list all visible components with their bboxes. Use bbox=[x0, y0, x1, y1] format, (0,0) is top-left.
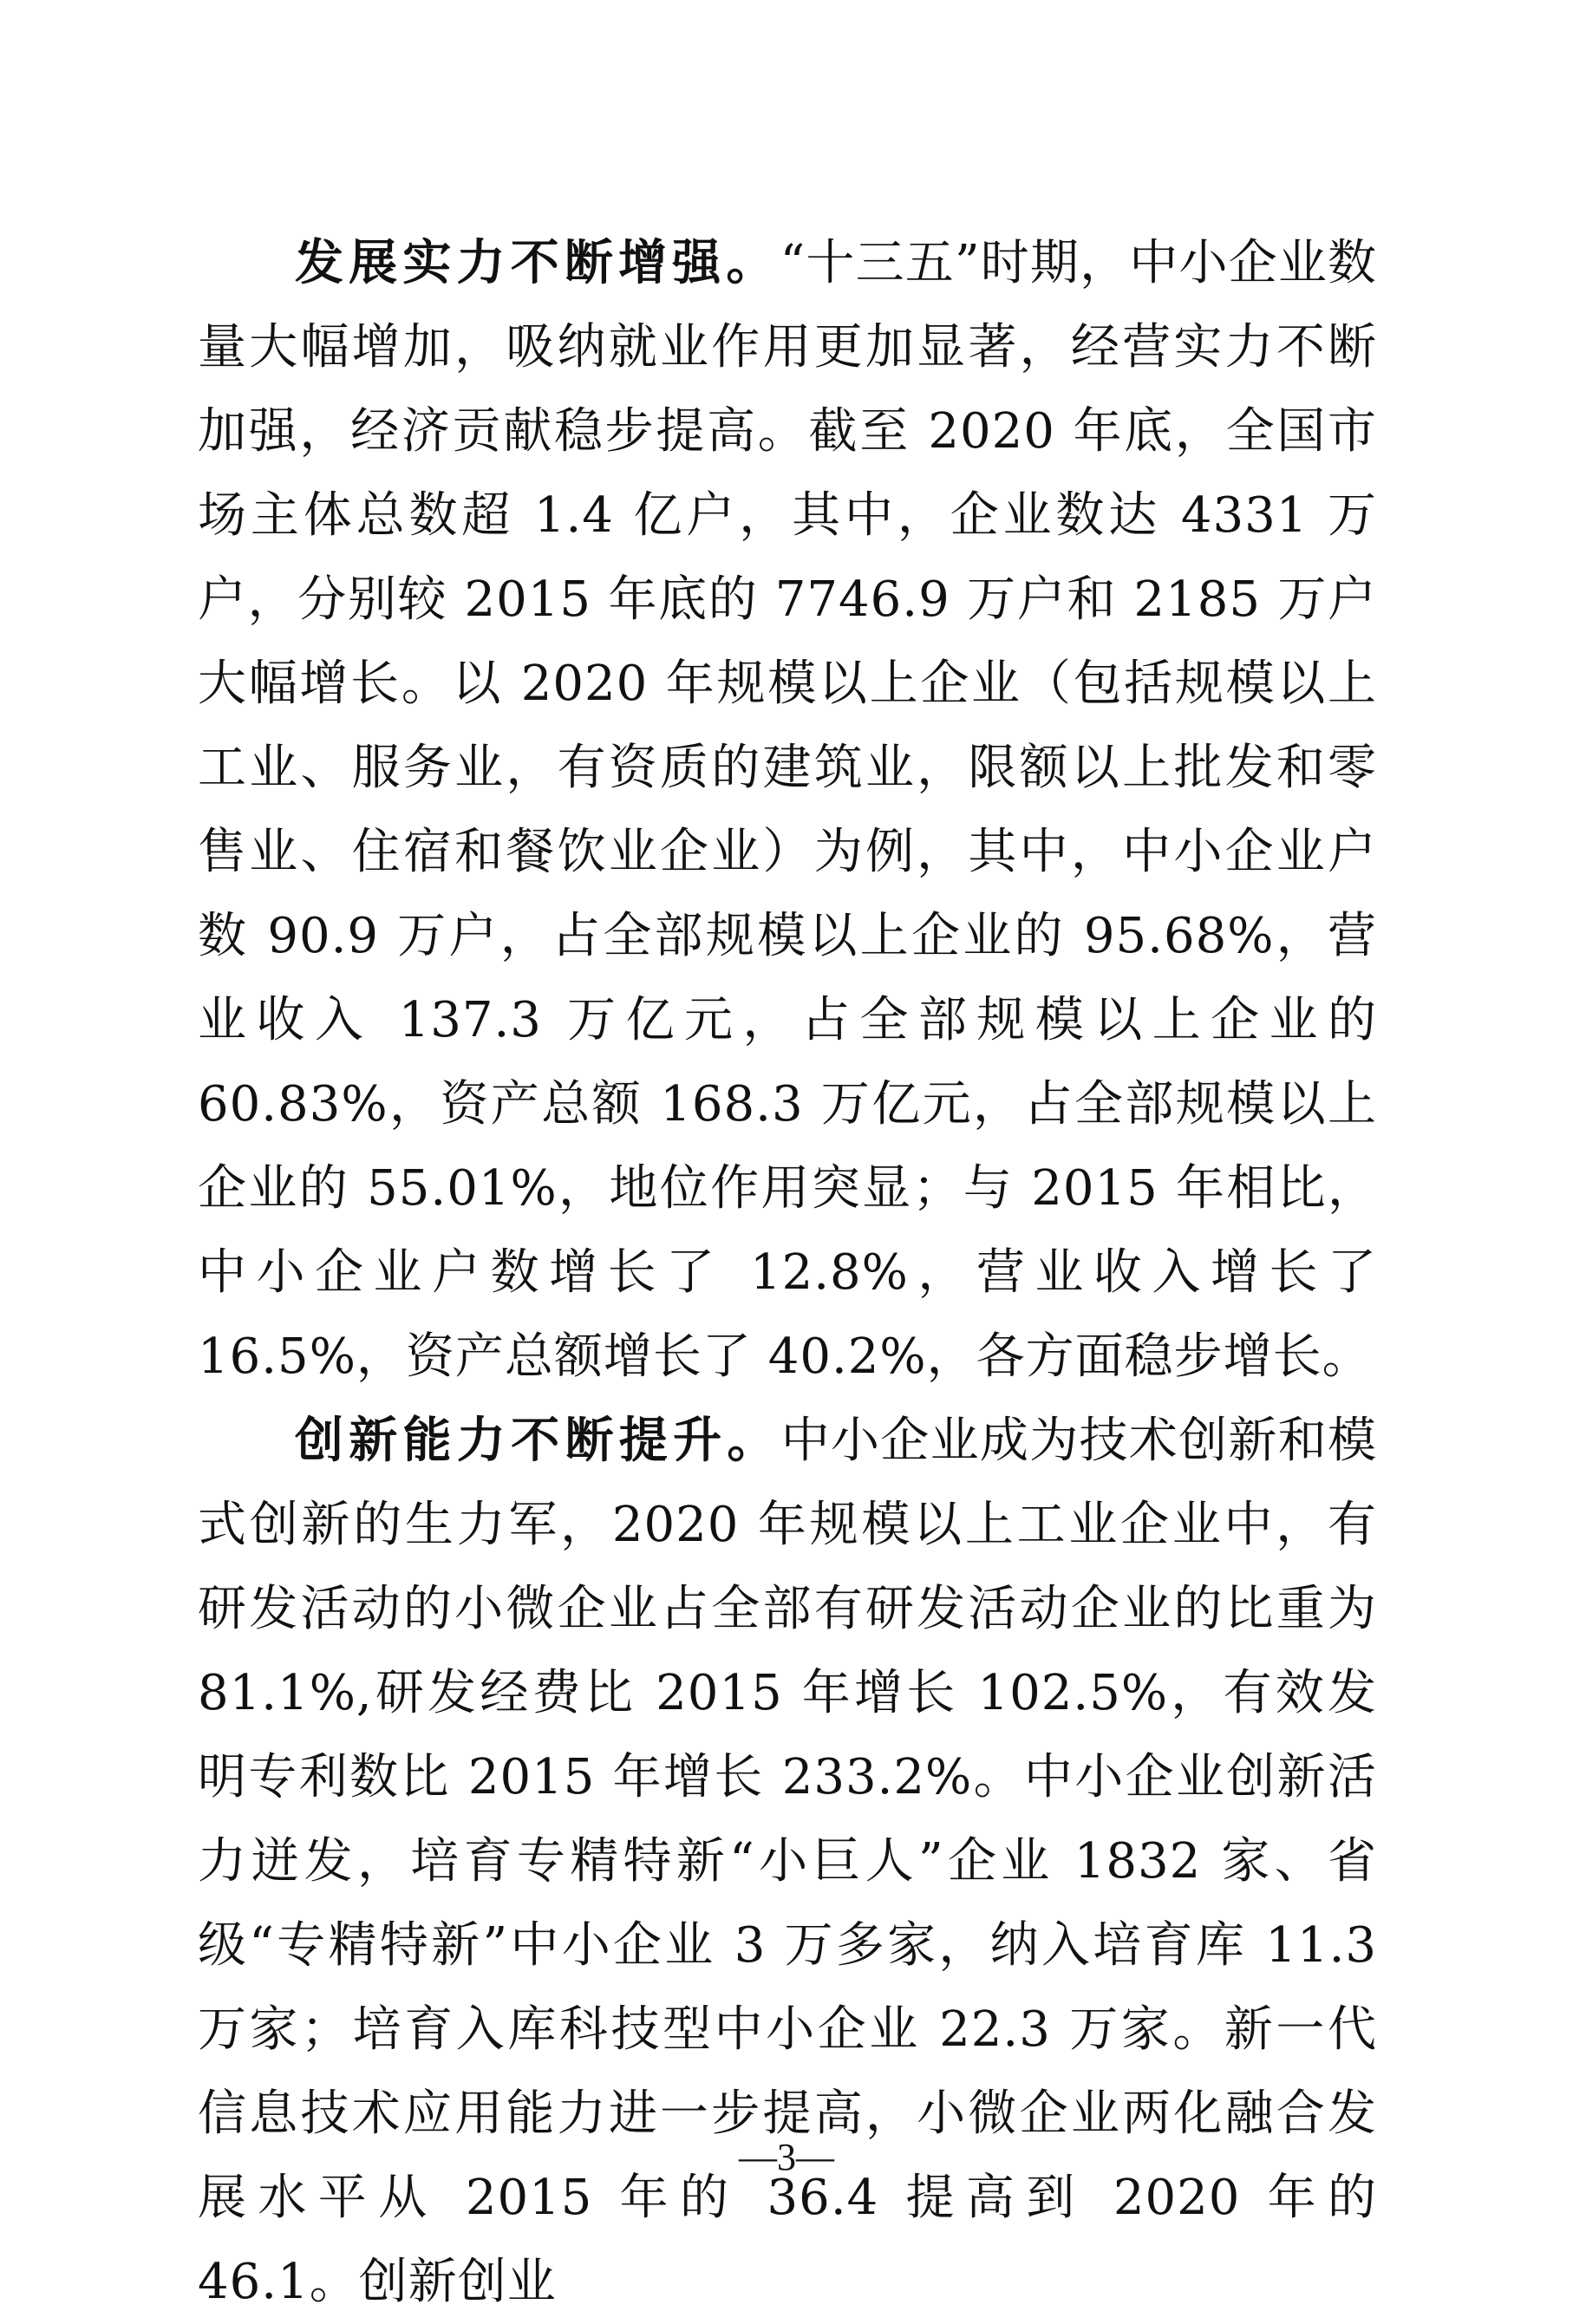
paragraph-body: “十三五”时期，中小企业数量大幅增加，吸纳就业作用更加显著，经营实力不断加强，经济贡献稳步提高。截至 2020 年底，全国市场主体总数超 1.4 亿户，其中，企业数达 4331 万户，分别较 2015 年底的 7746.9 万户和 2185 万户大幅增长。以 2020 年规模以上企业（包括规模以上工业、服务业，有资质的建筑业，限额以上批发和零售业、住宿和餐饮业企业）为例，其中，中小企业户数 90.9 万户，占全部规模以上企业的 95.68%，营业收入 137.3 万亿元，占全部规模以上企业的 60.83%，资产总额 168.3 万亿元，占全部规模以上企业的 55.01%，地位作用突显；与 2015 年相比，中小企业户数增长了 12.8%，营业收入增长了 16.5%，资产总额增长了 40.2%，各方面稳步增长。 bbox=[198, 235, 1378, 1385]
body-text bbox=[198, 221, 1377, 2324]
page-number: —3— bbox=[739, 2136, 834, 2178]
paragraph-heading: 发展实力不断增强。 bbox=[295, 235, 780, 291]
paragraph-body: 中小企业成为技术创新和模式创新的生力军，2020 年规模以上工业企业中，有研发活动的小微企业占全部有研发活动企业的比重为 81.1%,研发经费比 2015 年增长 102.5%，有效发明专利数比 2015 年增长 233.2%。中小企业创新活力迸发，培育专精特新“小巨人”企业 1832 家、省级“专精特新”中小企业 3 万多家，纳入培育库 11.3 万家；培育入库科技型中小企业 22.3 万家。新一代信息技术应用能力进一步提高，小微企业两化融合发展水平从 2015 年的 36.4 提高到 2020 年的 46.1。创新创业 bbox=[198, 1413, 1378, 2310]
paragraph-innovation-capacity bbox=[198, 1399, 1377, 2324]
paragraph-development-strength bbox=[198, 221, 1377, 1399]
paragraph-heading: 创新能力不断提升。 bbox=[295, 1413, 781, 1469]
